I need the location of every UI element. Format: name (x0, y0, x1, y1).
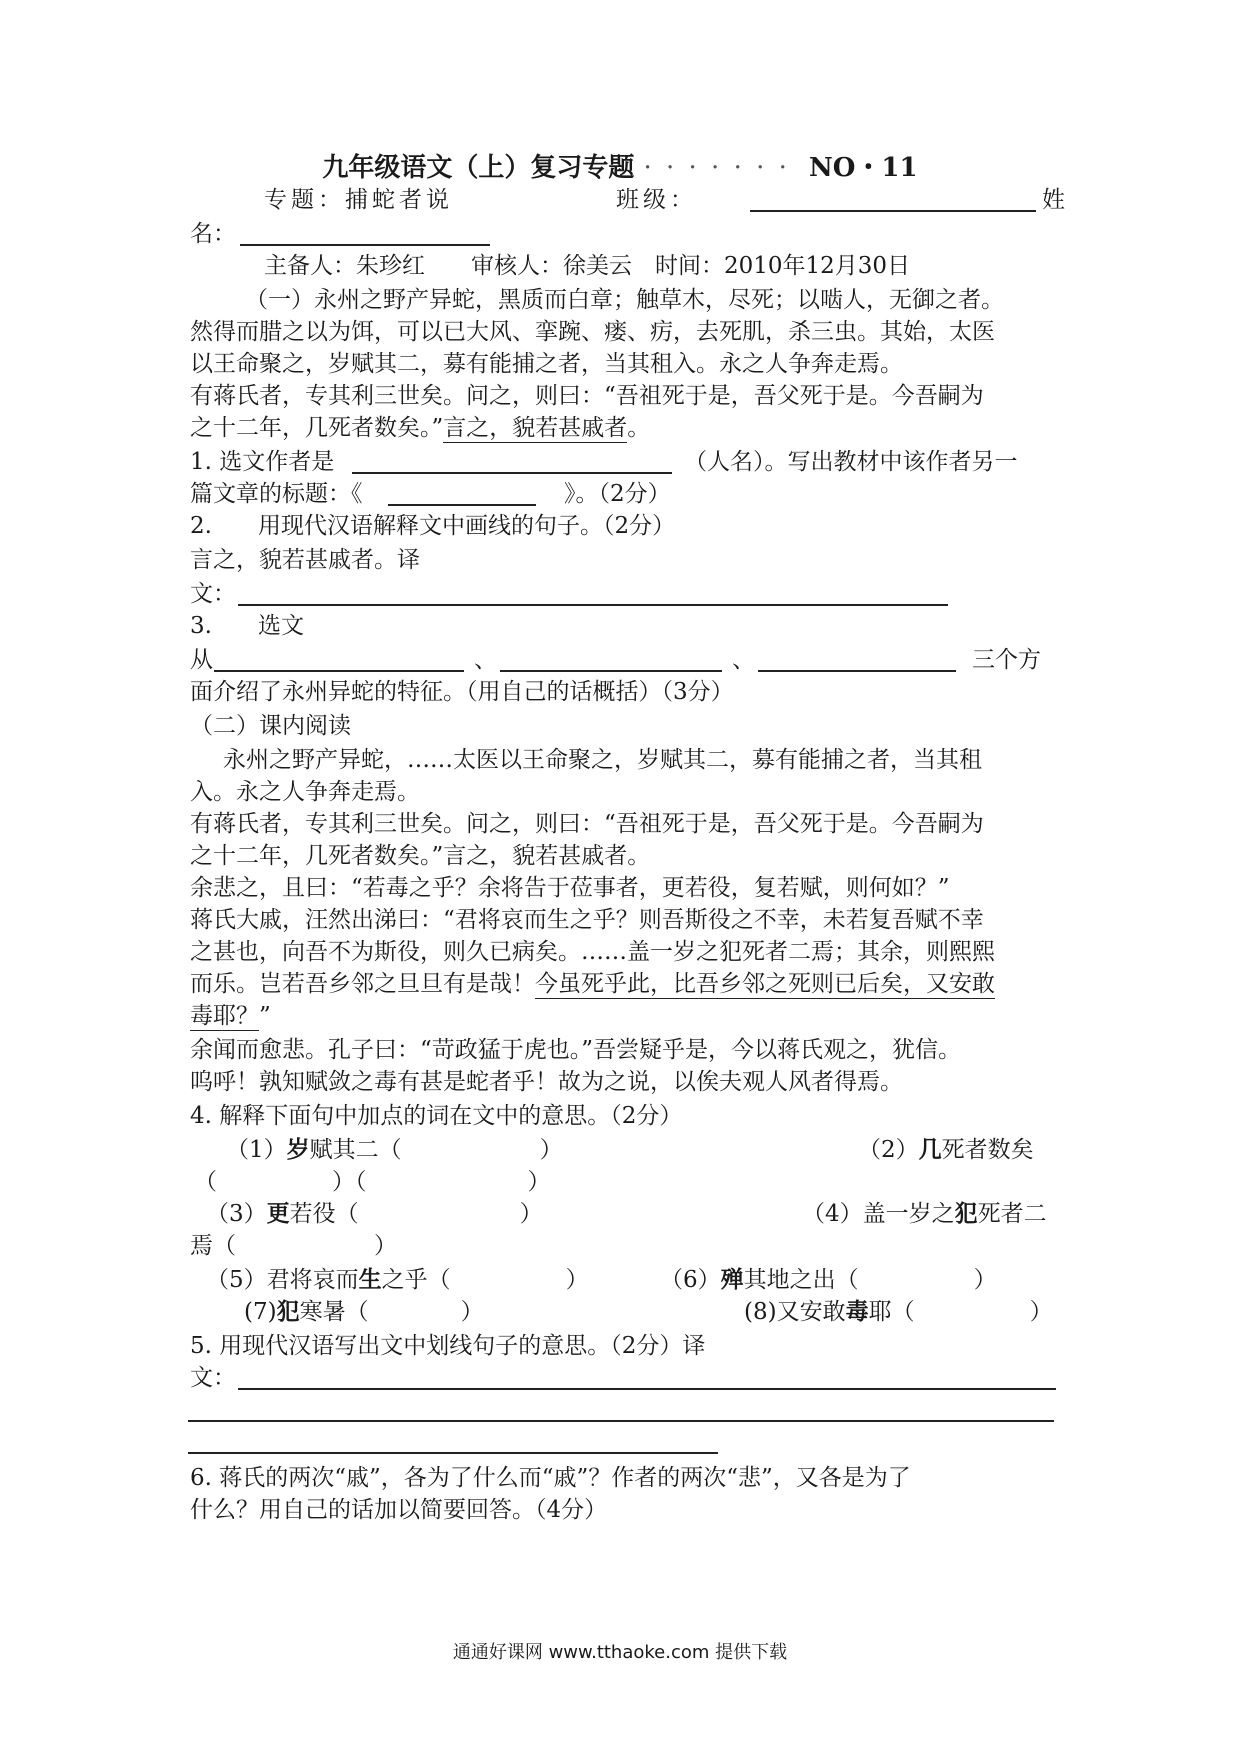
underlined-sentence: 言之，貌若甚戚者 (443, 415, 628, 441)
q4-item-8-num: (8)又安敢 (744, 1299, 846, 1325)
q4-item-1-num: （1） (226, 1137, 287, 1163)
part1-line-2: 然得而腊之以为饵，可以已大风、挛踠、瘘、疠，去死肌，杀三虫。其始，太医 (190, 319, 995, 345)
name-label: 名： (190, 221, 236, 247)
topic-label: 专题：捕蛇者说 (264, 187, 453, 213)
q4-item-8-word: 毒 (845, 1298, 869, 1325)
footer-credit: 通通好课网 www.tthaoke.com 提供下载 (452, 1642, 788, 1663)
q5-answer-blank-1 (238, 1364, 1056, 1390)
q4-item-3-word: 更 (266, 1200, 290, 1227)
q3-blank-1 (214, 646, 464, 672)
q2-line-2: 言之，貌若甚戚者。译 (190, 547, 420, 573)
name-row (190, 218, 1060, 250)
part2-line-11: 呜呼！孰知赋敛之毒有甚是蛇者乎！故为之说，以俟夫观人风者得焉。 (190, 1069, 903, 1095)
q3-blank-3 (758, 646, 956, 672)
q1-line-1 (190, 446, 1060, 478)
part2-line-5: 余悲之，且曰：“若毒之乎？余将告于莅事者，更若役，复若赋，则何如？” (190, 875, 950, 901)
q1-prompt-2: （人名）。写出教材中该作者另一 (684, 449, 1018, 475)
q4-item-4-num: （4）盖一岁之 (802, 1201, 955, 1227)
q3-sep-2: 、 (732, 647, 755, 673)
q2-answer-label: 文： (190, 581, 236, 607)
q4-item-4 (802, 1198, 1062, 1230)
part1-line-5-pre: 之十二年，几死者数矣。” (190, 415, 444, 441)
q4-item-2-word: 几 (918, 1136, 942, 1163)
q1-title-end: 》。（2分） (564, 481, 671, 507)
q4-item-6 (660, 1264, 1060, 1296)
part1-line-4: 有蒋氏者，专其利三世矣。问之，则曰：“吾祖死于是，吾父死于是。今吾嗣为 (190, 383, 984, 409)
q1-title-blank (388, 480, 536, 506)
q1-author-blank (352, 448, 672, 474)
q5-line-1: 5. 用现代汉语写出文中划线句子的意思。（2分）译 (190, 1333, 706, 1359)
q5-answer-label: 文： (190, 1365, 236, 1391)
q5-answer-blank-3 (188, 1452, 718, 1454)
part2-line-1: 永州之野产异蛇，……太医以王命聚之，岁赋其二，募有能捕之者，当其租 (200, 747, 982, 773)
part2-line-8-pre: 而乐。岂若吾乡邻之旦旦有是哉！ (190, 971, 535, 997)
q4-row-2: （ ）（ ） (194, 1169, 551, 1195)
q5-line-2 (190, 1362, 1060, 1394)
part1-line-5-post: 。 (627, 415, 651, 441)
q4-item-5-rest: 之乎（ ） (381, 1267, 589, 1293)
part1-line-3: 以王命聚之，岁赋其二，募有能捕之者，当其租入。永之人争奔走焉。 (190, 351, 903, 377)
q4-heading: 4. 解释下面句中加点的词在文中的意思。（2分） (190, 1103, 683, 1129)
meta-row: 主备人：朱珍红 审核人：徐美云 时间：2010年12月30日 (264, 253, 911, 279)
name-blank (240, 220, 490, 246)
q3-line-2 (190, 644, 1060, 676)
part2-line-9 (190, 1000, 1060, 1032)
title-number: NO・11 (808, 153, 918, 183)
q4-item-3-rest: 若役（ ） (289, 1201, 543, 1227)
q4-item-2-num: （2） (858, 1137, 919, 1163)
q4-item-8-rest: 耶（ ） (868, 1299, 1053, 1325)
q4-item-7-num: (7) (244, 1299, 277, 1325)
q3-from: 从 (190, 647, 213, 673)
q2-line-1: 2. 用现代汉语解释文中画线的句子。（2分） (190, 513, 676, 539)
q4-item-4-word: 犯 (954, 1200, 978, 1227)
page-title (0, 150, 1240, 186)
q4-item-5-num: （5）君将哀而 (206, 1267, 359, 1293)
q2-answer-blank (238, 580, 948, 606)
q4-item-2 (858, 1134, 1058, 1166)
part2-line-3: 有蒋氏者，专其利三世矣。问之，则曰：“吾祖死于是，吾父死于是。今吾嗣为 (190, 811, 984, 837)
part2-line-7: 之甚也，向吾不为斯役，则久已病矣。……盖一岁之犯死者二焉；其余，则熙熙 (190, 939, 995, 965)
part2-line-8 (190, 968, 1060, 1000)
part2-heading: （二）课内阅读 (190, 713, 351, 739)
part1-line-5 (190, 412, 1060, 444)
q3-line-1: 3. 选文 (190, 613, 304, 639)
q4-item-1-rest: 赋其二（ ） (309, 1137, 563, 1163)
part2-line-2: 入。永之人争奔走焉。 (190, 779, 420, 805)
q4-item-8 (744, 1296, 1064, 1328)
q1-line-2 (190, 478, 1060, 510)
title-dots: · · · · · · · (643, 153, 790, 183)
q4-item-6-rest: 其地之出（ ） (743, 1267, 997, 1293)
q1-prompt: 1. 选文作者是 (190, 449, 335, 475)
q6-line-1: 6. 蒋氏的两次“戚”，各为了什么而“戚”？作者的两次“悲”，又各是为了 (190, 1465, 911, 1491)
q4-item-6-num: （6） (660, 1267, 721, 1293)
topic-row (264, 184, 1064, 216)
part1-line-1: （一）永州之野产异蛇，黑质而白章；触草木，尽死；以啮人，无御之者。 (245, 287, 1004, 313)
q4-item-7-rest: 寒暑（ ） (299, 1299, 484, 1325)
q4-item-1-word: 岁 (286, 1136, 310, 1163)
part2-line-9-post: ” (259, 1003, 271, 1029)
q4-item-4-rest: 死者二 (977, 1201, 1047, 1227)
q6-line-2: 什么？用自己的话加以简要回答。（4分） (190, 1497, 608, 1523)
part2-line-4: 之十二年，几死者数矣。”言之，貌若甚戚者。 (190, 843, 651, 869)
q3-blank-2 (500, 646, 722, 672)
q4-item-5-word: 生 (358, 1266, 382, 1293)
q4-item-7-word: 犯 (276, 1298, 300, 1325)
q4-row-4: 焉（ ） (190, 1233, 397, 1259)
q4-item-2-rest: 死者数矣 (941, 1137, 1034, 1163)
underlined-sentence-2: 今虽死乎此，比吾乡邻之死则已后矣，又安敢 (535, 971, 995, 997)
q3-sep-1: 、 (474, 647, 497, 673)
underlined-sentence-2-end: 毒耶？ (190, 1003, 259, 1029)
q5-answer-blank-2 (188, 1420, 1054, 1422)
q1-title-prompt: 篇文章的标题：《 (190, 481, 363, 507)
title-text: 九年级语文（上）复习专题 (322, 153, 635, 183)
class-label: 班级： (616, 187, 697, 213)
part2-line-6: 蒋氏大戚，汪然出涕曰：“君将哀而生之乎？则吾斯役之不幸，未若复吾赋不幸 (190, 907, 984, 933)
q3-tail: 三个方 (972, 647, 1041, 673)
part2-line-10: 余闻而愈悲。孔子曰：“苛政猛于虎也。”吾尝疑乎是，今以蒋氏观之，犹信。 (190, 1037, 962, 1063)
q4-item-6-word: 殚 (720, 1266, 744, 1293)
q4-item-3-num: （3） (206, 1201, 267, 1227)
q2-line-3 (190, 578, 1060, 610)
q3-line-3: 面介绍了永州异蛇的特征。（用自己的话概括）（3分） (190, 679, 734, 705)
name-label-tail: 姓 (1042, 187, 1065, 213)
class-blank (750, 186, 1036, 212)
